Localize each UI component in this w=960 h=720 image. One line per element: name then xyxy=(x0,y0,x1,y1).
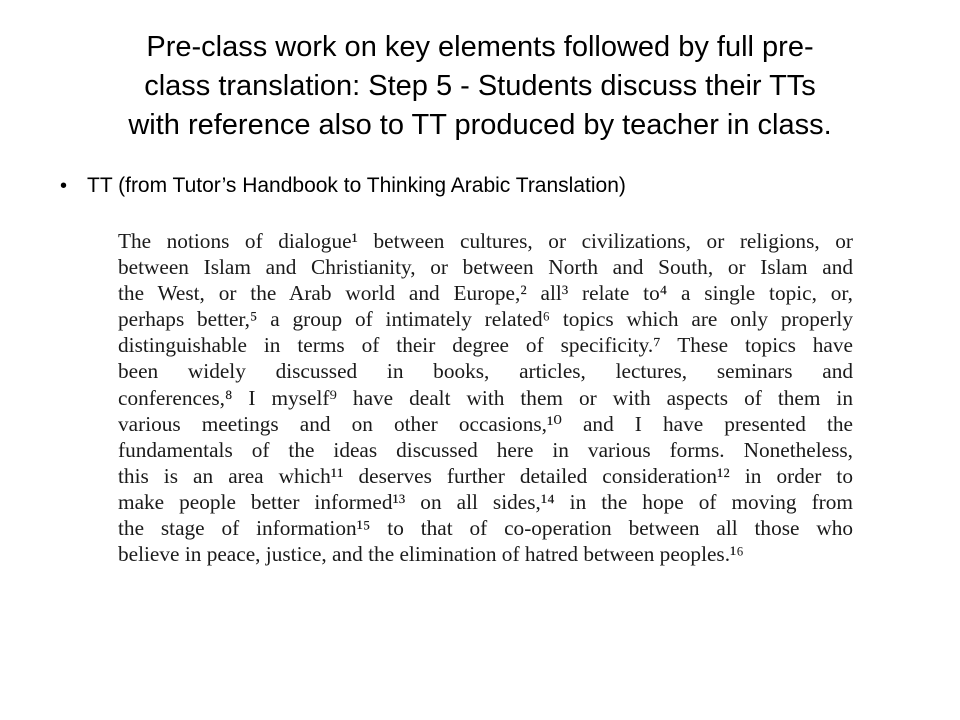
bullet-text: TT (from Tutor’s Handbook to Thinking Arabic Translation) xyxy=(87,174,626,197)
excerpt-line: fundamentals of the ideas discussed here in various forms. Nonetheless, xyxy=(118,437,853,462)
excerpt-line: conferences,⁸ I myself⁹ have dealt with them or with aspects of them in xyxy=(118,385,853,410)
excerpt-line: believe in peace, justice, and the elimination of hatred between peoples.¹⁶ xyxy=(118,542,744,567)
excerpt-line: make people better informed¹³ on all sides,¹⁴ in the hope of moving from xyxy=(118,489,853,514)
excerpt-line: distinguishable in terms of their degree of specificity.⁷ These topics have xyxy=(118,333,853,358)
excerpt-line: the stage of information¹⁵ to that of co-operation between all those who xyxy=(118,516,853,541)
scanned-text-excerpt xyxy=(118,228,853,608)
title-line: with reference also to TT produced by teacher in class. xyxy=(128,109,832,141)
excerpt-line: between Islam and Christianity, or between North and South, or Islam and xyxy=(118,255,853,280)
title-line: Pre-class work on key elements followed by full pre- xyxy=(146,31,814,63)
excerpt-line: The notions of dialogue¹ between cultures, or civilizations, or religions, or xyxy=(118,229,853,253)
excerpt-line: this is an area which¹¹ deserves further detailed consideration¹² in order to xyxy=(118,463,853,488)
bullet-icon: • xyxy=(60,175,68,197)
excerpt-line: various meetings and on other occasions,¹⁰ and I have presented the xyxy=(118,411,853,436)
title-line: class translation: Step 5 - Students discuss their TTs xyxy=(144,70,816,102)
excerpt-line: been widely discussed in books, articles, lectures, seminars and xyxy=(118,359,853,384)
excerpt-line: perhaps better,⁵ a group of intimately related⁶ topics which are only properly xyxy=(118,307,853,332)
excerpt-line: the West, or the Arab world and Europe,² all³ relate to⁴ a single topic, or, xyxy=(118,281,853,306)
slide-title xyxy=(40,28,920,145)
